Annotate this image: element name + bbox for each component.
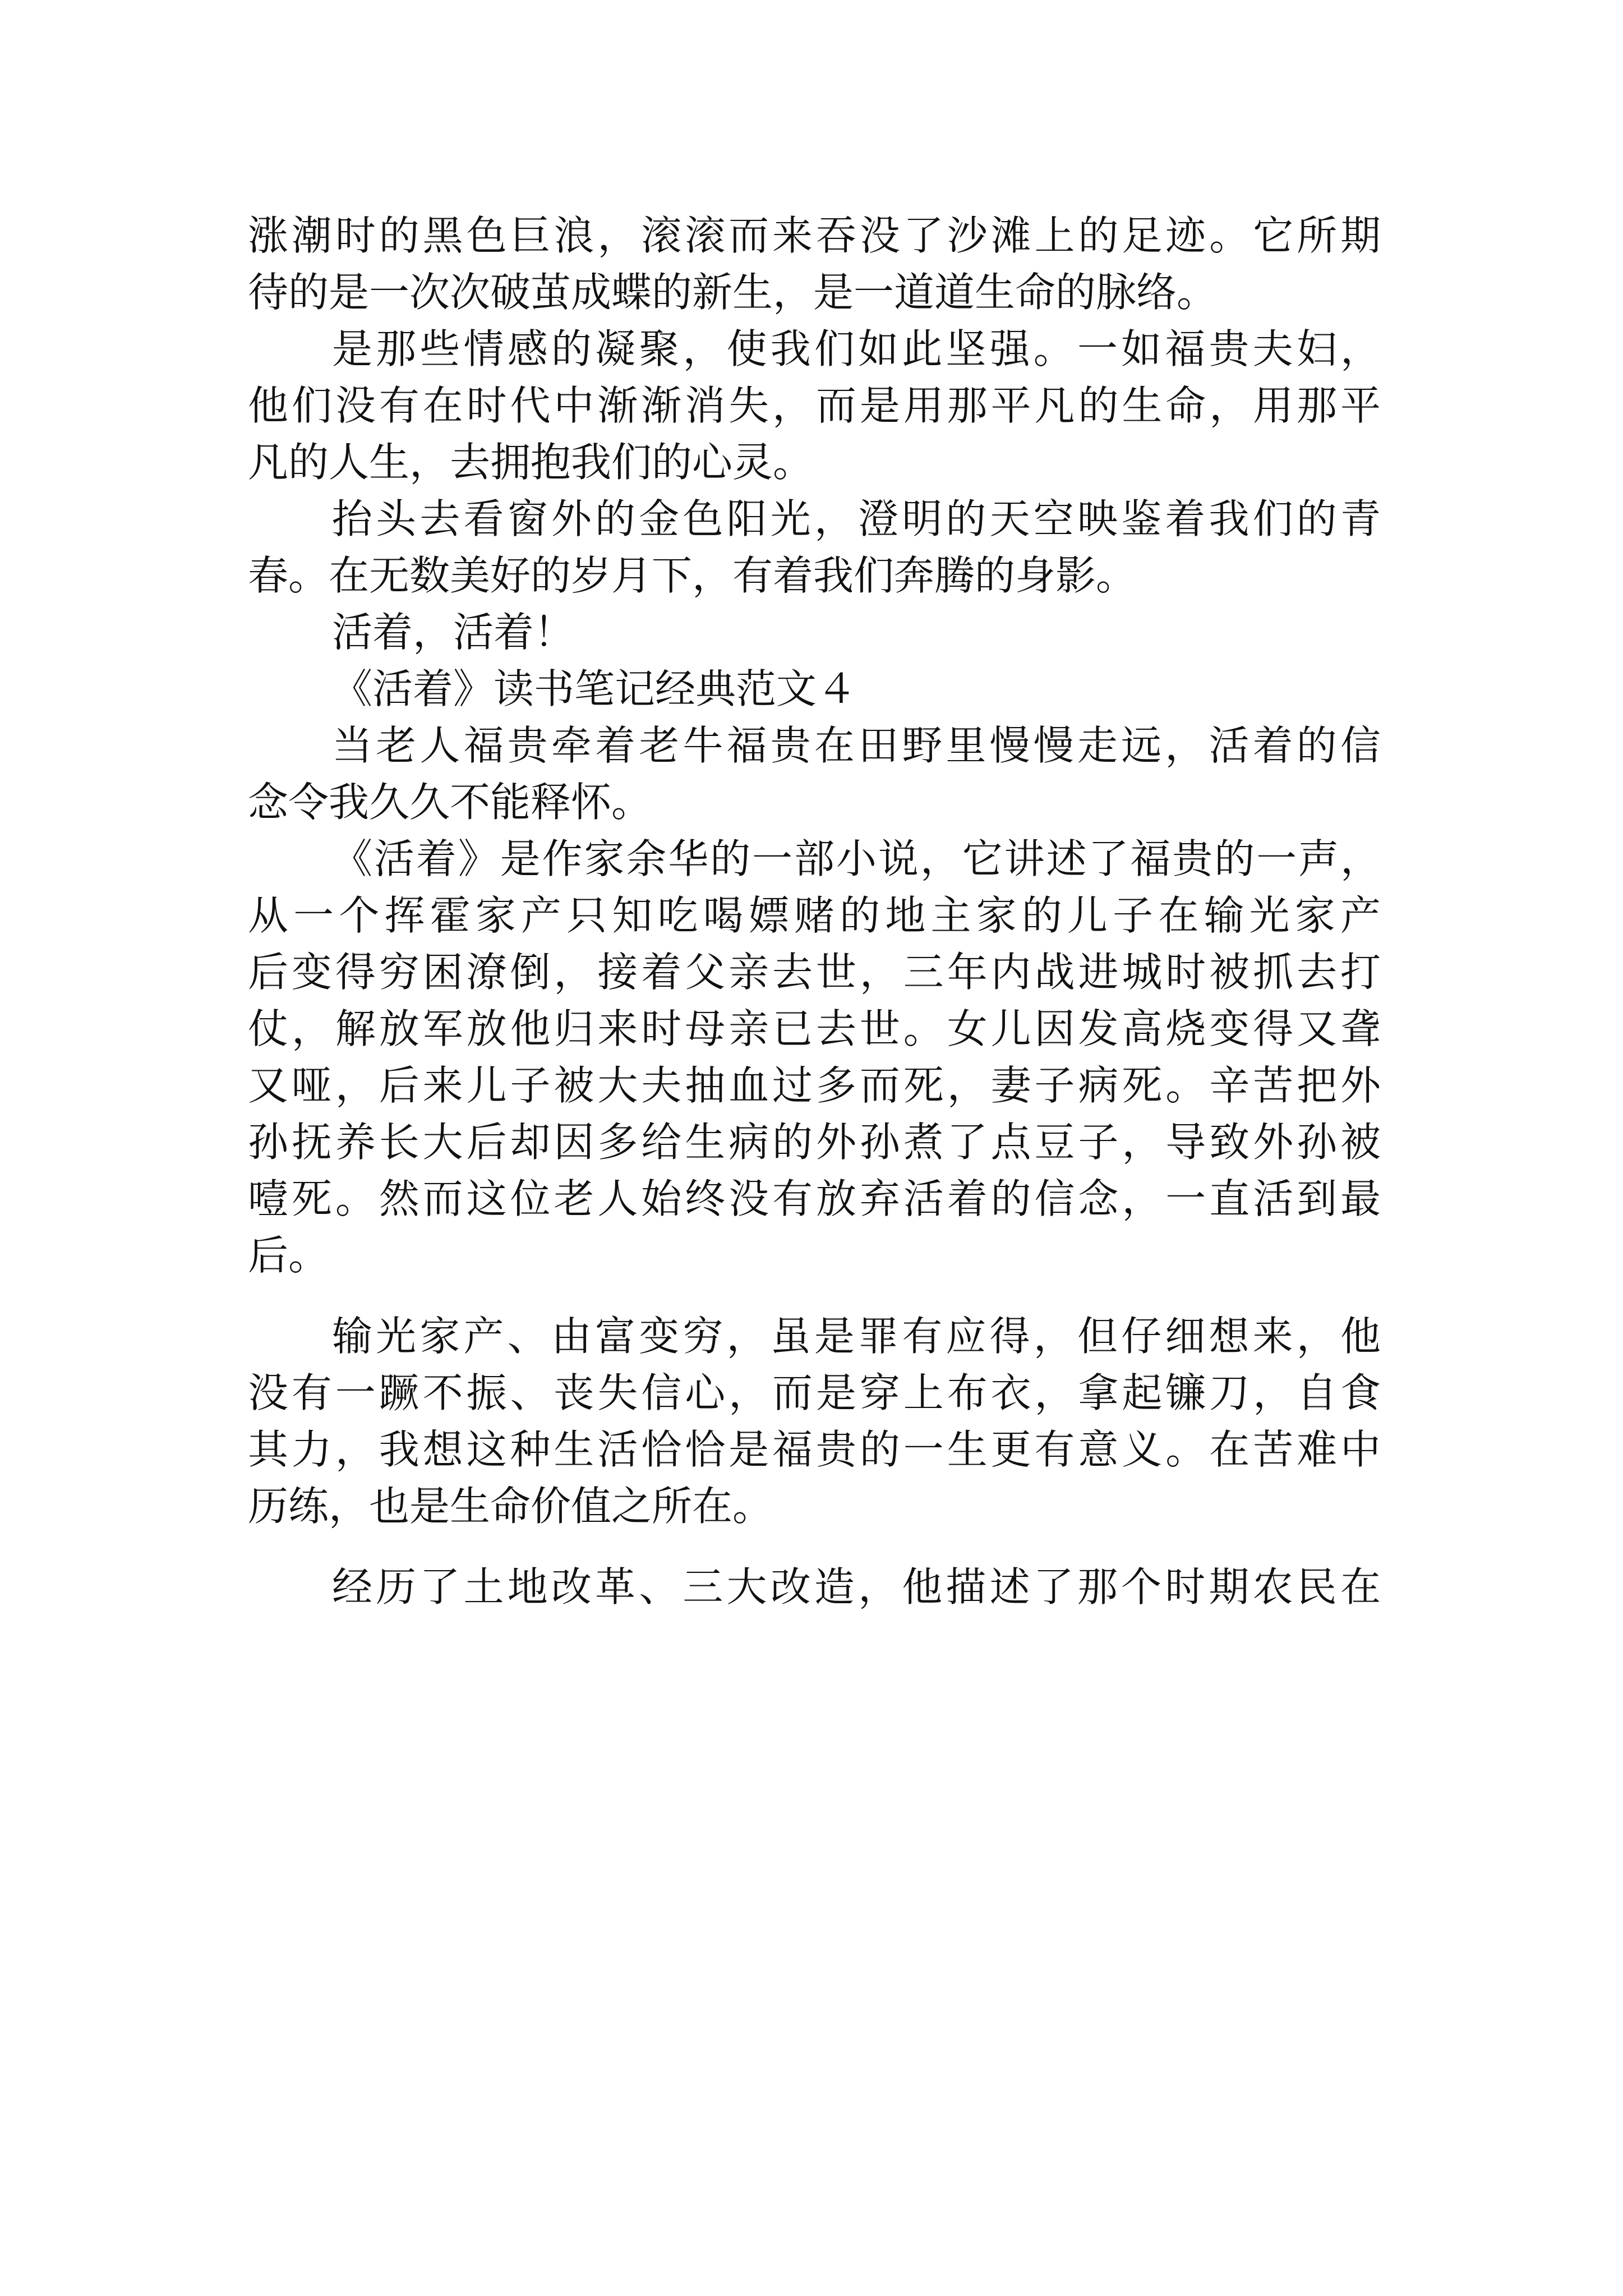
paragraph-first-line: 输光家产、由富变穷，虽是罪有应得，但仔细想来，他: [332, 1313, 1381, 1360]
text-line: 凡的人生，去拥抱我们的心灵。: [248, 439, 814, 486]
paragraph-first-line: 抬头去看窗外的金色阳光，澄明的天空映鉴着我们的青: [332, 495, 1381, 542]
text-line: 春。在无数美好的岁月下，有着我们奔腾的身影。: [248, 552, 1137, 599]
text-line: 又哑，后来儿子被大夫抽血过多而死，妻子病死。辛苦把外: [248, 1062, 1381, 1109]
text-line: 后变得穷困潦倒，接着父亲去世，三年内战进城时被抓去打: [248, 949, 1381, 996]
text-line: 噎死。然而这位老人始终没有放弃活着的信念，一直活到最: [248, 1175, 1381, 1222]
paragraph-first-line: 当老人福贵牵着老牛福贵在田野里慢慢走远，活着的信: [332, 722, 1381, 769]
paragraph-gap: [248, 1535, 1381, 1559]
paragraph-first-line: 经历了土地改革、三大改造，他描述了那个时期农民在: [332, 1563, 1381, 1611]
paragraph-first-line: 《活着》是作家余华的一部小说，它讲述了福贵的一声，: [332, 835, 1381, 882]
text-line: 历练，也是生命价值之所在。: [248, 1483, 773, 1530]
paragraph-first-line: 是那些情感的凝聚，使我们如此坚强。一如福贵夫妇，: [332, 325, 1381, 372]
text-line: 没有一蹶不振、丧失信心，而是穿上布衣，拿起镰刀，自食: [248, 1369, 1381, 1416]
text-line: 念令我久久不能释怀。: [248, 779, 652, 826]
text-line: 后。: [248, 1232, 329, 1279]
document-body: [248, 208, 1381, 1616]
text-line: 孙抚养长大后却因多给生病的外孙煮了点豆子，导致外孙被: [248, 1119, 1381, 1166]
text-line: 涨潮时的黑色巨浪，滚滚而来吞没了沙滩上的足迹。它所期: [248, 212, 1381, 259]
text-line: 其力，我想这种生活恰恰是福贵的一生更有意义。在苦难中: [248, 1426, 1381, 1473]
text-line: 他们没有在时代中渐渐消失，而是用那平凡的生命，用那平: [248, 382, 1381, 429]
text-line: 从一个挥霍家产只知吃喝嫖赌的地主家的儿子在输光家产: [248, 892, 1381, 939]
section-heading: 《活着》读书笔记经典范文４: [332, 665, 857, 712]
paragraph-first-line: 活着，活着！: [332, 609, 575, 656]
text-line: 仗，解放军放他归来时母亲已去世。女儿因发高烧变得又聋: [248, 1005, 1381, 1052]
text-line: 待的是一次次破茧成蝶的新生，是一道道生命的脉络。: [248, 269, 1218, 316]
paragraph-gap: [248, 1284, 1381, 1308]
